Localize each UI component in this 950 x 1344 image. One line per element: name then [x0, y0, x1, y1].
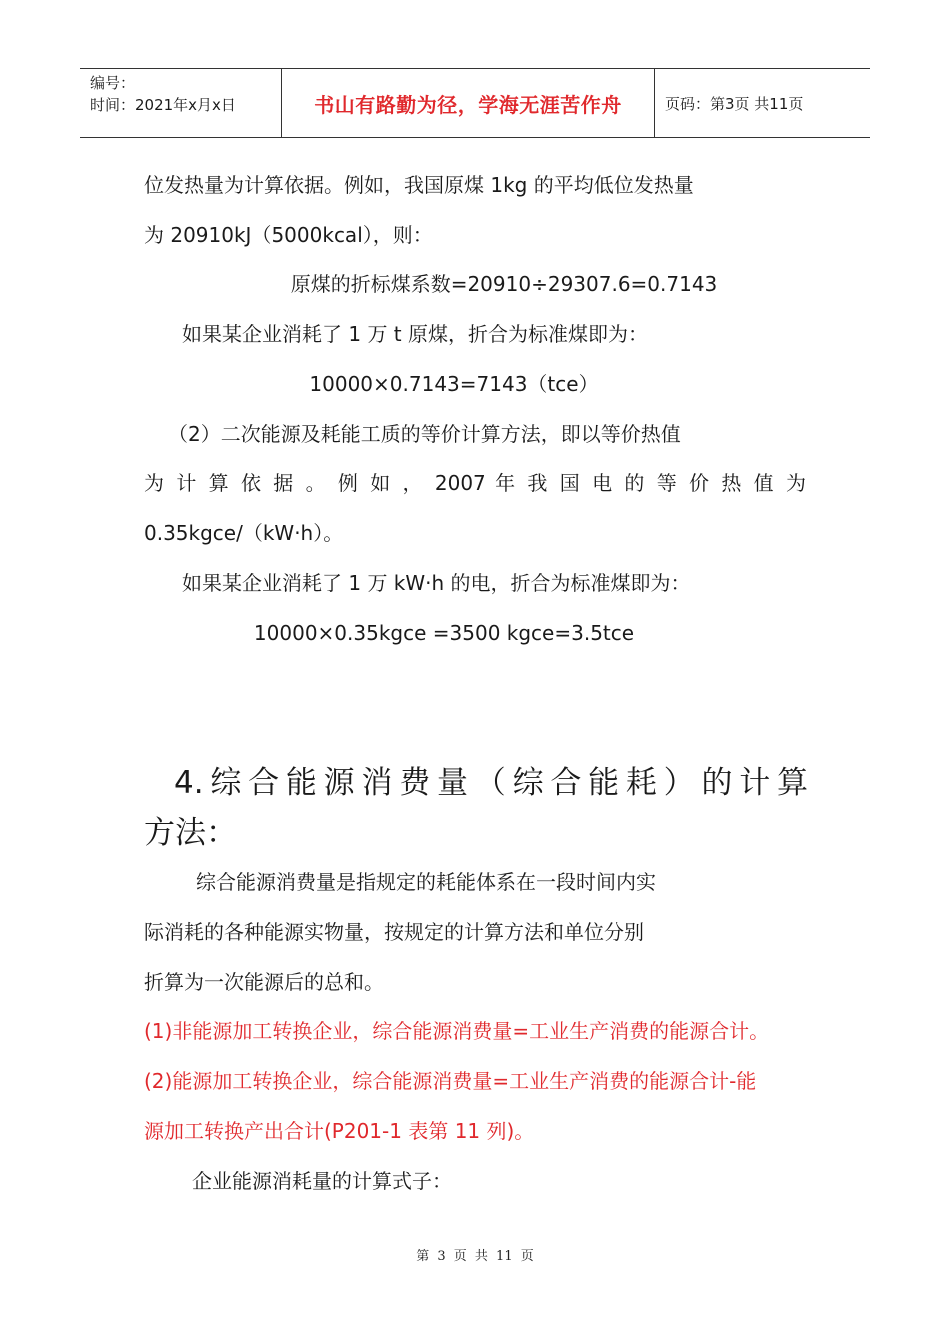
formula-line: 10000×0.7143=7143（tce）: [309, 372, 599, 396]
body-line: 0.35kgce/（kW·h）。: [144, 521, 344, 545]
body-line: 位发热量为计算依据。例如，我国原煤 1kg 的平均低位发热量: [144, 173, 694, 197]
formula-line: 原煤的折标煤系数=20910÷29307.6=0.7143: [290, 272, 718, 296]
highlight-line: (2)能源加工转换企业，综合能源消费量=工业生产消费的能源合计-能: [144, 1069, 757, 1093]
highlight-line: 源加工转换产出合计(P201-1 表第 11 列)。: [144, 1119, 535, 1143]
formula-intro: 企业能源消耗量的计算式子：: [192, 1169, 452, 1193]
header-motto: 书山有路勤为径，学海无涯苦作舟: [282, 69, 655, 137]
paragraph-line: 综合能源消费量是指规定的耗能体系在一段时间内实: [196, 870, 656, 894]
code-label: 编号：: [90, 74, 136, 92]
page-footer: 第 3 页 共 11 页: [416, 1249, 534, 1264]
paragraph-line: 际消耗的各种能源实物量，按规定的计算方法和单位分别: [144, 920, 644, 944]
time-label: 时间：2021年x月x日: [90, 96, 236, 114]
page-header: [80, 68, 870, 138]
highlight-line: (1)非能源加工转换企业，综合能源消费量=工业生产消费的能源合计。: [144, 1019, 770, 1043]
body-line: （2）二次能源及耗能工质的等价计算方法，即以等价热值: [168, 422, 681, 446]
formula-line: 10000×0.35kgce =3500 kgce=3.5tce: [253, 621, 635, 645]
body-line: 为 20910kJ（5000kcal），则：: [144, 223, 433, 247]
header-meta: [80, 69, 282, 137]
paragraph-line: 折算为一次能源后的总和。: [144, 970, 384, 994]
body-line: 为 计 算 依 据 。 例 如 ， 2007 年 我 国 电 的 等 价 热 值 为: [144, 471, 806, 495]
body-line: 如果某企业消耗了 1 万 kW·h 的电，折合为标准煤即为：: [182, 571, 691, 595]
body-line: 如果某企业消耗了 1 万 t 原煤，折合为标准煤即为：: [182, 322, 648, 346]
header-page-info: 页码：第3页 共11页: [665, 94, 804, 113]
section-heading-cont: 方法：: [144, 815, 237, 851]
section-heading: 4.综合能源消费量（综合能耗）的计算: [174, 765, 808, 801]
